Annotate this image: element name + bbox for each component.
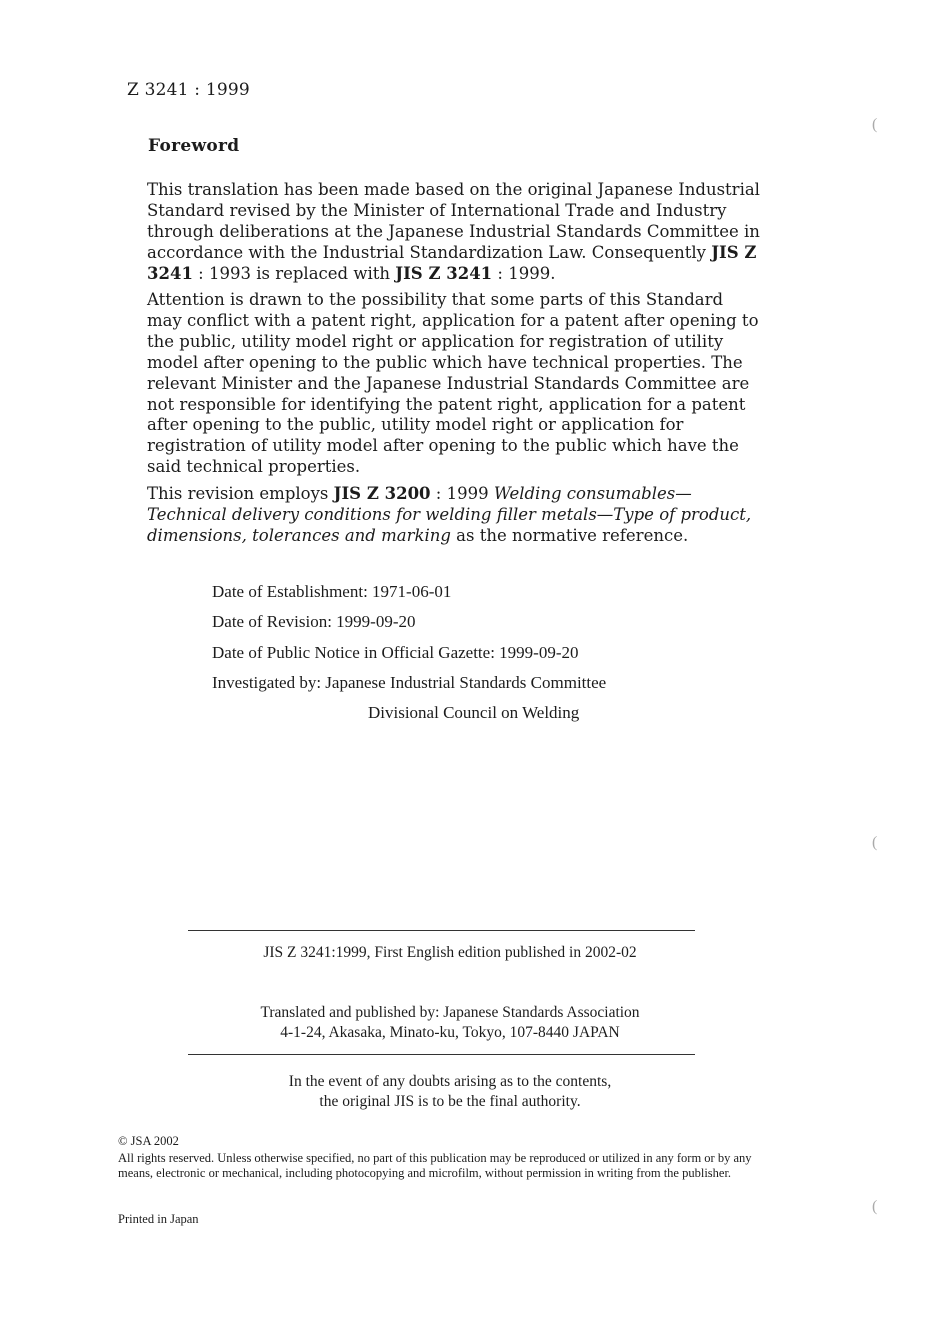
copyright-symbol: © JSA 2002: [118, 1134, 179, 1148]
p1-text-c: : 1993 is replaced with: [192, 263, 396, 283]
foreword-title: Foreword: [148, 136, 240, 156]
foreword-paragraph-2: Attention is drawn to the possibility that some parts of this Standard may conflict with a patent right, application for a patent after opening to the public, utility model right or application for registration of utility model after opening to the public which have technical properties. The relevant Minister and the Japanese Industrial Standards Committee are not responsible for identifying the patent right, application for a patent after opening to the public, utility model right or application for registration of utility model after opening to the public which have the said technical properties.: [147, 290, 759, 477]
date-establishment: Date of Establishment: 1971-06-01: [212, 582, 452, 601]
divider-bottom: [188, 1054, 695, 1055]
foreword-paragraph-1: [147, 180, 763, 285]
p1-ref-old: JIS Z 3241: [147, 242, 757, 283]
p1-ref-new: JIS Z 3241: [395, 263, 493, 283]
p1-text-a: This translation has been made based on the original Japanese Industrial Standard revised by the Minister of International Trade and Industry through deliberations at the Japanese Industrial Standards Committee in accordance with the Industrial Standardization Law. Consequently: [147, 180, 760, 262]
edition-note: JIS Z 3241:1999, First English edition published in 2002-02: [263, 944, 637, 961]
margin-mark: (: [872, 116, 878, 133]
printed-in: Printed in Japan: [118, 1212, 199, 1226]
authority-note: [150, 1072, 750, 1112]
divisional-council: Divisional Council on Welding: [368, 703, 580, 722]
p3-text-a: This revision employs: [147, 484, 334, 503]
publisher-block: [150, 1003, 750, 1043]
p3-ref-title: Welding consumables—Technical delivery conditions for welding filler metals—Type of product, dimensions, tolerances and marking: [147, 484, 752, 545]
date-public-notice: Date of Public Notice in Official Gazette: 1999-09-20: [212, 643, 579, 662]
authority-line-1: In the event of any doubts arising as to the contents,: [288, 1073, 612, 1090]
publisher-line-1: Translated and published by: Japanese Standards Association: [260, 1004, 640, 1021]
publisher-line-2: 4-1-24, Akasaka, Minato-ku, Tokyo, 107-8440 JAPAN: [280, 1024, 620, 1041]
authority-line-2: the original JIS is to be the final authority.: [319, 1093, 581, 1110]
date-revision: Date of Revision: 1999-09-20: [212, 612, 416, 631]
p3-ref: JIS Z 3200: [333, 484, 431, 503]
p3-text-c: : 1999: [430, 484, 494, 503]
p1-text-e: : 1999.: [492, 263, 556, 283]
divider-top: [188, 930, 695, 931]
margin-mark: (: [872, 834, 878, 851]
margin-mark: (: [872, 1198, 878, 1215]
document-id: Z 3241 : 1999: [127, 80, 250, 100]
rights-statement: All rights reserved. Unless otherwise specified, no part of this publication may be reproduced or utilized in any form or by any means, electronic or mechanical, including photocopying and microfilm, without permission in writing from the publisher.: [118, 1151, 752, 1180]
investigated-by: Investigated by: Japanese Industrial Standards Committee: [212, 673, 607, 692]
foreword-paragraph-3: [147, 484, 763, 547]
p3-text-e: as the normative reference.: [450, 525, 689, 545]
